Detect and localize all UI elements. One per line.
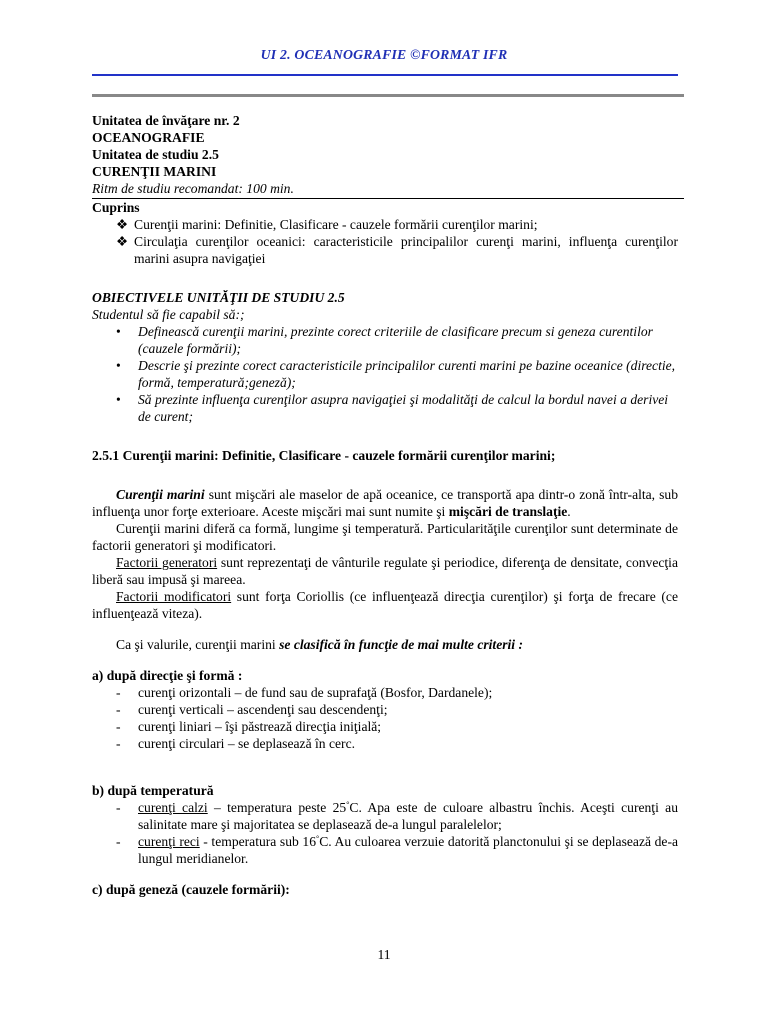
objectives-intro: Studentul să fie capabil să:; <box>92 307 245 322</box>
list-item: ❖ Curenţii marini: Definitie, Clasificare - cauzele formării curenţilor marini; <box>116 217 538 232</box>
list-item: - curenţi orizontali – de fund sau de suprafaţă (Bosfor, Dardanele); <box>116 685 493 700</box>
page-number: 11 <box>377 947 391 962</box>
list-item: ❖ Circulaţia curenţilor oceanici: caracteristicile principalilor curenţi marini, influenţa curenţilor marini asupra navigaţiei <box>116 234 678 266</box>
paragraph-classification: Ca şi valurile, curenţii marini se clasifică în funcţie de mai multe criterii : <box>116 637 523 652</box>
unit-line-2: OCEANOGRAFIE <box>92 130 205 145</box>
list-item: - curenţi circulari – se deplasează în cerc. <box>116 736 355 751</box>
list-item: - curenţi verticali – ascendenţi sau descendenţi; <box>116 702 388 717</box>
page-header: UI 2. OCEANOGRAFIE ©FORMAT IFR <box>260 47 508 62</box>
section-title: 2.5.1 Curenţii marini: Definitie, Clasificare - cauzele formării curenţilor marini; <box>92 448 556 463</box>
dot-bullet-icon: • <box>116 392 121 407</box>
criterion-a-list <box>92 684 678 752</box>
objectives-title: OBIECTIVELE UNITĂŢII DE STUDIU 2.5 <box>92 290 345 305</box>
diamond-bullet-icon: ❖ <box>116 234 129 249</box>
dot-bullet-icon: • <box>116 358 121 373</box>
paragraph-definition: Curenţii marini sunt mişcări ale maselor de apă oceanice, ce transportă apa dintr-o zonă într-alta, sub influenţa unor forţe exterioare. Aceste mişcări mai sunt numite şi mişcări de translaţie. <box>92 487 679 519</box>
criterion-c-title: c) după geneză (cauzele formării): <box>92 882 290 897</box>
criterion-a-title: a) după direcţie şi formă : <box>92 668 243 683</box>
cuprins-list <box>92 216 678 267</box>
paragraph-differences: Curenţii marini diferă ca formă, lungime şi temperatură. Particularităţile curenţilor sunt determinate de factorii generatori şi modificatori. <box>92 521 678 553</box>
list-item: - curenţi calzi – temperatura peste 25°C. Apa este de culoare albastru închis. Aceşti curenţi au salinitate mare şi majoritatea se deplasează de-a lungul paralelelor; <box>116 800 678 832</box>
study-rhythm: Ritm de studiu recomandat: 100 min. <box>92 181 294 196</box>
unit-line-4: CURENŢII MARINI <box>92 164 217 179</box>
criterion-b-list <box>92 799 678 867</box>
dot-bullet-icon: • <box>116 324 121 339</box>
objectives-list <box>92 323 678 425</box>
paragraph-modifiers: Factorii modificatori sunt forţa Coriollis (ce influenţează direcţia curenţilor) şi forţa de frecare (ce influenţează viteza). <box>92 589 679 621</box>
unit-line-3: Unitatea de studiu 2.5 <box>92 147 219 162</box>
unit-line-1: Unitatea de învăţare nr. 2 <box>92 113 240 128</box>
header-gray-rule <box>92 94 684 97</box>
list-item: • Să prezinte influenţa curenţilor asupra navigaţiei şi modalităţi de calcul la bordul navei a derivei de curent; <box>116 392 669 424</box>
list-item: - curenţi reci - temperatura sub 16°C. Au culoarea verzuie datorită planctonului şi se deplasează de-a lungul meridianelor. <box>116 834 679 866</box>
paragraph-generators: Factorii generatori sunt reprezentaţi de vânturile regulate şi periodice, diferenţa de densitate, convecţia liberă sau impusă şi mareea. <box>92 555 678 587</box>
list-item: • Definească curenţii marini, prezinte corect criteriile de clasificare precum si geneza curentilor (cauzele formării); <box>116 324 653 356</box>
criterion-b-title: b) după temperatură <box>92 783 214 798</box>
page-content <box>92 112 678 898</box>
header-rule <box>92 74 678 76</box>
cuprins-title: Cuprins <box>92 200 140 215</box>
list-item: • Descrie şi prezinte corect caracteristicile principalilor curenti marini pe bazine oceanice (directie, formă, temperatură;geneză); <box>116 358 676 390</box>
diamond-bullet-icon: ❖ <box>116 217 129 232</box>
list-item: - curenţi liniari – îşi păstrează direcţia iniţială; <box>116 719 382 734</box>
